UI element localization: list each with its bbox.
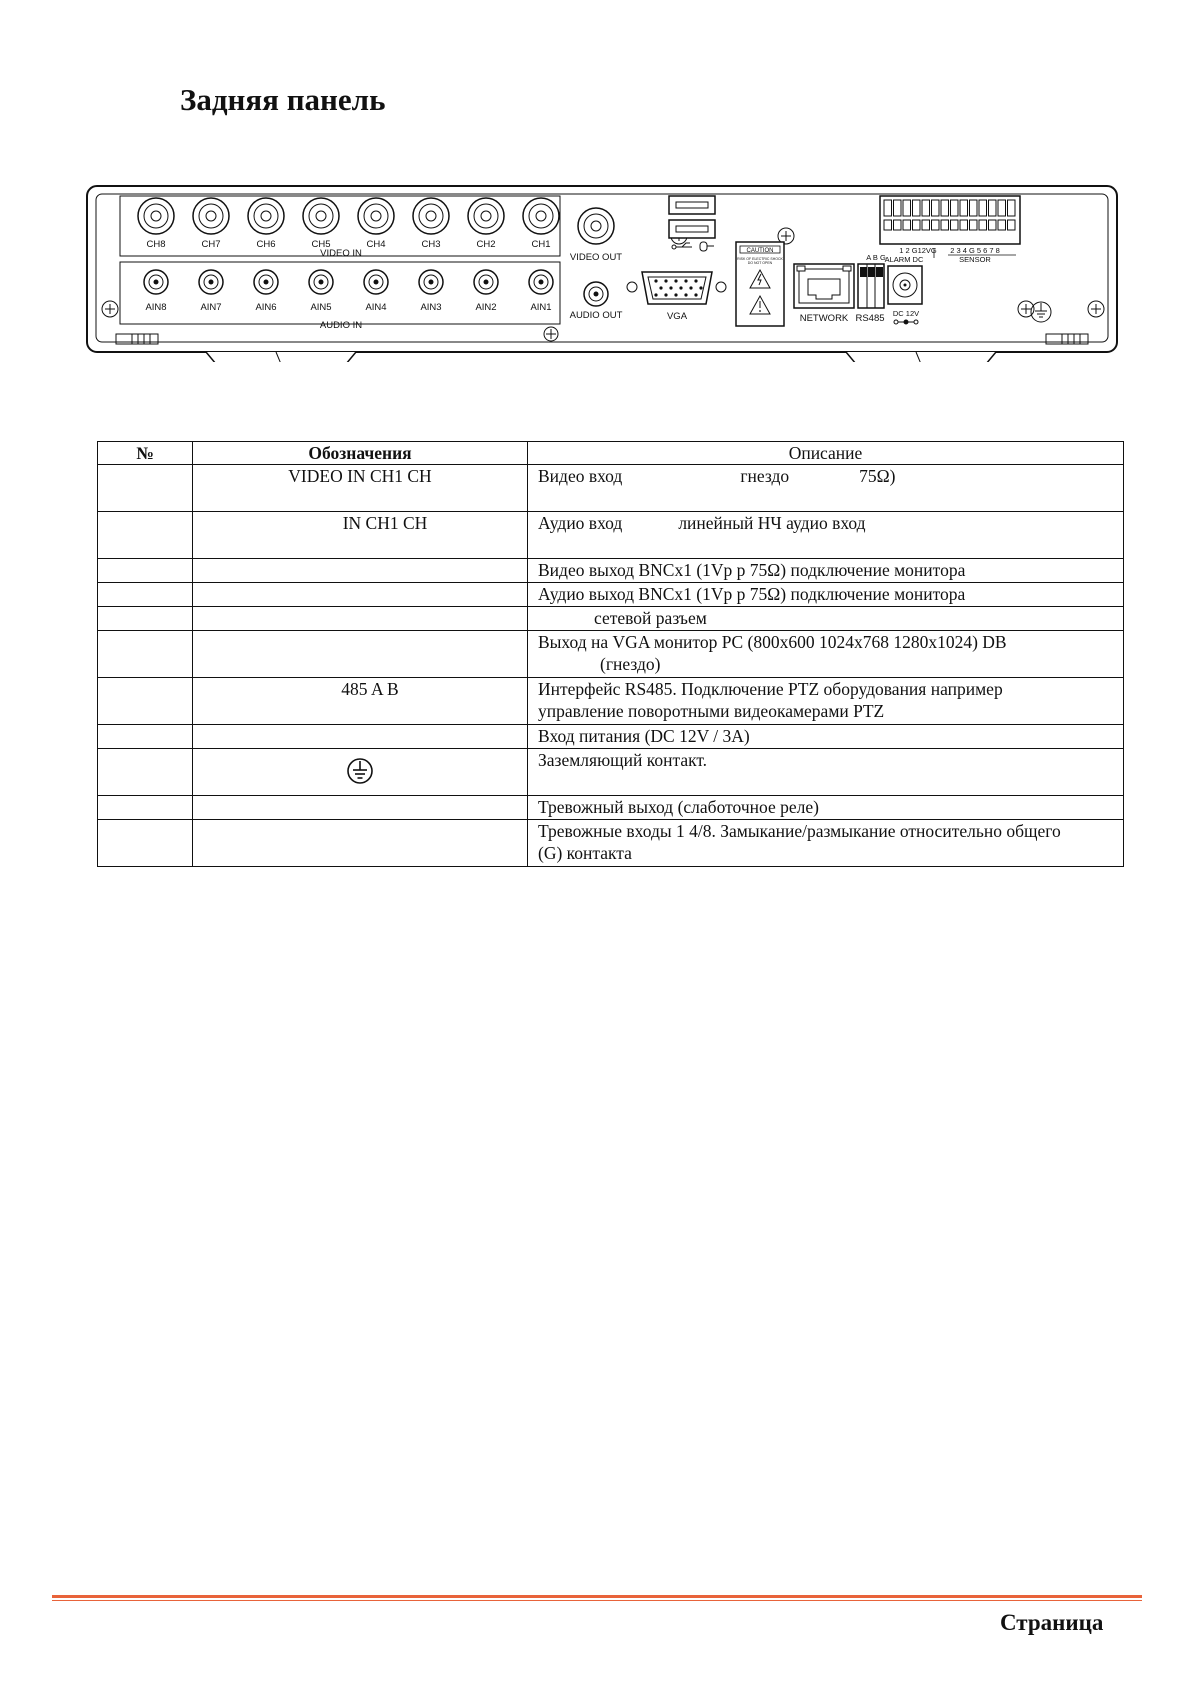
row-designation [193,820,528,867]
row-no [98,583,193,607]
audio-in-connector [309,270,333,294]
row-designation [193,749,528,796]
audio-channel-label: AIN2 [475,302,497,313]
video-in-connector [523,198,559,234]
rs485-label: RS485 [855,313,885,324]
video-channel-label: CH8 [146,239,166,250]
caution-sticker [736,242,784,326]
sensor-label: SENSOR [959,255,991,264]
table-row [98,796,1124,820]
audio-in-connector [254,270,278,294]
table-row [98,820,1124,867]
footer-page-label: Страница [1000,1610,1104,1635]
video-out-connector [578,208,614,244]
row-no [98,678,193,725]
footer-rule [52,1595,1142,1598]
row-description: Видео вход гнездо 75Ω) [528,465,1124,512]
caution-label: CAUTION [746,248,774,254]
audio-in-connector [419,270,443,294]
table-row [98,749,1124,796]
network-label: NETWORK [799,313,849,324]
row-designation [193,607,528,631]
ground-symbol-icon [345,756,375,786]
header-designation: Обозначения [193,442,528,465]
row-description: Интерфейс RS485. Подключение PTZ оборудования например управление поворотными видеокамерами PTZ [528,678,1124,725]
video-channel-label: CH2 [476,239,496,250]
row-description: Заземляющий контакт. [528,749,1124,796]
audio-channel-label: AIN4 [365,302,387,313]
row-description: Выход на VGA монитор PC (800x600 1024x768 1280x1024) DB (гнездо) [528,631,1124,678]
table-row [98,678,1124,725]
row-designation: VIDEO IN CH1 CH [193,465,528,512]
alarm-pins-label: 1 2 G12VG [899,246,937,255]
row-description: Вход питания (DC 12V / 3A) [528,725,1124,749]
video-channel-label: CH7 [201,239,221,250]
row-designation [193,725,528,749]
row-description: Аудио вход линейный НЧ аудио вход [528,512,1124,559]
alarm-sensor-terminal [880,196,1020,244]
video-in-connector [303,198,339,234]
row-no [98,559,193,583]
table-row [98,631,1124,678]
row-description: Тревожные входы 1 4/8. Замыкание/размыкание относительно общего (G) контакта [528,820,1124,867]
table-row [98,725,1124,749]
rs485-terminal [858,264,884,308]
row-designation [193,559,528,583]
audio-in-connector [364,270,388,294]
row-designation [193,631,528,678]
audio-in-connector [474,270,498,294]
audio-channel-label: AIN5 [310,302,332,313]
screw-right-icon [1088,301,1104,317]
header-no: № [98,442,193,465]
rs485-pins-label: A B G [866,253,886,262]
row-description: Аудио выход BNCx1 (1Vp p 75Ω) подключение монитора [528,583,1124,607]
row-no [98,749,193,796]
table-row [98,559,1124,583]
video-in-label: VIDEO IN [320,248,362,259]
video-in-connector [193,198,229,234]
caution-sub2: DO NOT OPEN [747,261,773,265]
video-out-label: VIDEO OUT [569,252,623,263]
caution-sub1: RISK OF ELECTRIC SHOCK [737,257,783,261]
audio-channel-label: AIN7 [200,302,222,313]
video-channel-label: CH4 [366,239,386,250]
row-no [98,820,193,867]
video-in-connector [413,198,449,234]
dc-power-jack [888,266,922,304]
video-channel-label: CH3 [421,239,441,250]
row-designation [193,796,528,820]
table-row [98,607,1124,631]
audio-channel-label: AIN6 [255,302,277,313]
row-designation [193,583,528,607]
dc-label: DC 12V [892,309,920,318]
audio-out-label: AUDIO OUT [569,310,623,321]
rear-panel-diagram [86,184,1120,362]
screw-left-icon [102,301,118,317]
audio-channel-label: AIN3 [420,302,442,313]
video-in-connector [248,198,284,234]
row-no [98,725,193,749]
audio-in-connector [199,270,223,294]
table-header-row [98,442,1124,465]
row-description: Тревожный выход (слаботочное реле) [528,796,1124,820]
audio-in-connector [529,270,553,294]
video-in-connector [468,198,504,234]
row-no [98,465,193,512]
row-designation: 485 A B [193,678,528,725]
table-row [98,465,1124,512]
table-row [98,512,1124,559]
header-description: Описание [528,442,1124,465]
audio-out-connector [584,282,608,306]
page-heading: Задняя панель [180,82,386,117]
row-description: Видео выход BNCx1 (1Vp p 75Ω) подключение монитора [528,559,1124,583]
row-no [98,512,193,559]
video-in-connector [358,198,394,234]
row-designation: IN CH1 CH [193,512,528,559]
audio-in-label: AUDIO IN [319,320,363,331]
table-row [98,583,1124,607]
audio-channel-label: AIN1 [530,302,552,313]
dc-polarity-icon [894,320,918,324]
network-connector [794,264,854,308]
row-no [98,631,193,678]
audio-channel-label: AIN8 [145,302,167,313]
video-channel-label: CH1 [531,239,551,250]
sensor-pins-label: 2 3 4 G 5 6 7 8 [950,246,1000,255]
alarm-dc-label: ALARM DC [884,255,924,264]
footer-rule-thin [52,1600,1142,1601]
row-no [98,607,193,631]
video-in-connector [138,198,174,234]
video-channel-label: CH6 [256,239,276,250]
video-channel-label: CH5 [311,239,331,250]
row-description: сетевой разъем [528,607,1124,631]
row-no [98,796,193,820]
vga-label: VGA [666,311,688,322]
spec-table [97,441,1124,867]
audio-in-connector [144,270,168,294]
